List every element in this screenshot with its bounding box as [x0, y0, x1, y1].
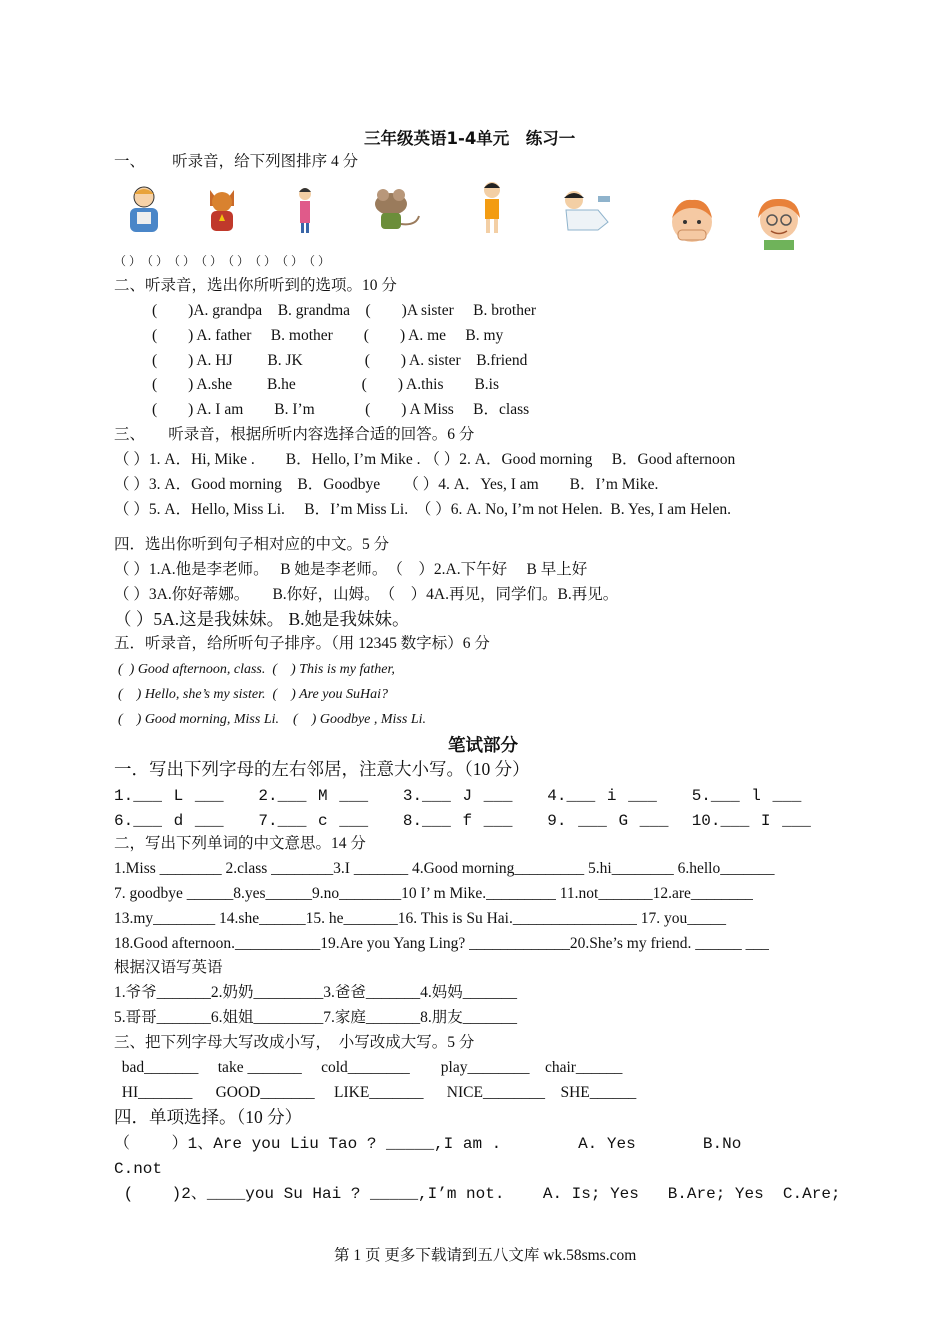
section-1-heading: 一、 听录音，给下列图排序 4 分	[114, 153, 359, 170]
w4-row: C.not	[114, 1160, 163, 1178]
w4-row: （ ）1、Are you Liu Tao ? _____,I am . A. Yes B.No	[114, 1135, 742, 1153]
w2b-row: 5.哥哥_______6.姐姐_________7.家庭_______8.朋友_______	[114, 1009, 518, 1026]
w2-heading: 二，写出下列单词的中文意思。14 分	[114, 835, 366, 852]
page-footer: 第 1 页 更多下载请到五八文库 wk.58sms.com	[334, 1247, 637, 1264]
s3-row: （ ）5. A．Hello, Miss Li. B．I’m Miss Li. （ ）6. A. No, I’m not Helen. B. Yes, I am Helen.	[114, 501, 731, 518]
w3-row: bad_______ take _______ cold________ play________ chair______	[114, 1059, 623, 1076]
w2b-heading: 根据汉语写英语	[114, 959, 223, 976]
s5-row: ( ) Hello, she’s my sister. ( ) Are you SuHai?	[118, 687, 388, 702]
cat-figure-picture	[202, 184, 242, 236]
red-hair-boy-picture	[664, 196, 720, 252]
girl-figure-picture	[294, 186, 316, 234]
written-heading: 笔试部分	[448, 735, 518, 755]
s2-row: ( ) A.she B.he ( ) A.this B.is	[152, 376, 500, 393]
w4-row: ( )2、____you Su Hai ? _____,I’m not. A. Is; Yes B.Are; Yes C.Are;	[114, 1185, 841, 1203]
s4-row: （ ）1.A.他是李老师。 B 她是李老师。 （ ）2.A.下午好 B 早上好	[114, 561, 588, 578]
s4-row: （ ）3A.你好蒂娜。 B.你好，山姆。 （ ）4A.再见，同学们。B.再见。	[114, 586, 619, 603]
mouse-figure-picture	[361, 186, 423, 234]
s2-row: ( ) A. I am B. I’m ( ) A Miss B．class	[152, 401, 530, 418]
s3-row: （ ）1. A．Hi, Mike . B．Hello, I’m Mike . （ ）2. A．Good morning B．Good afternoon	[114, 451, 736, 468]
page-title: 三年级英语1-4单元 练习一	[364, 129, 576, 148]
man-with-glasses-picture	[750, 194, 808, 252]
w1-heading: 一．写出下列字母的左右邻居，注意大小写。（10 分）	[114, 759, 530, 779]
w3-row: HI_______ GOOD_______ LIKE_______ NICE________ SHE______	[114, 1084, 637, 1101]
s2-row: ( ) A. father B. mother ( ) A. me B. my	[152, 327, 504, 344]
section-5-heading: 五．听录音，给所听句子排序。（用 12345 数字标）6 分	[114, 635, 490, 652]
nurse-figure-picture	[558, 188, 616, 232]
w2-row: 1.Miss ________ 2.class ________3.I _______ 4.Good morning_________ 5.hi________ 6.hello_______	[114, 860, 775, 877]
w2b-row: 1.爷爷_______2.奶奶_________3.爸爸_______4.妈妈_______	[114, 984, 518, 1001]
w2-row: 18.Good afternoon.___________19.Are you Yang Ling? _____________20.She’s my friend. ______ ___	[114, 935, 769, 952]
s3-row: （ ）3. A．Good morning B．Goodbye （ ）4. A．Yes, I am B．I’m Mike.	[114, 476, 659, 493]
s5-row: ( ) Good afternoon, class. ( ) This is my father,	[118, 662, 395, 677]
section-2-heading: 二、听录音，选出你所听到的选项。10 分	[114, 277, 397, 294]
s2-row: ( ) A. HJ B. JK ( ) A. sister B.friend	[152, 352, 528, 369]
s4-row: （ ）5A.这是我妹妹。 B.她是我妹妹。	[114, 609, 410, 629]
boy-figure-picture	[122, 184, 166, 236]
section-3-heading: 三、 听录音，根据所听内容选择合适的回答。6 分	[114, 426, 475, 443]
w2-row: 7. goodbye ______8.yes______9.no________10 I’ m Mike._________ 11.not_______12.are________	[114, 885, 753, 902]
s2-row: ( )A. grandpa B. grandma ( )A sister B. brother	[152, 302, 536, 319]
w1-row: 1.___ L ___ 2.___ M ___ 3.___ J ___ 4.___ i ___ 5.___ l ___	[114, 787, 802, 805]
w2-row: 13.my________ 14.she______15. he_______16. This is Su Hai.________________ 17. you_____	[114, 910, 726, 927]
girl-in-orange-picture	[477, 180, 507, 236]
w1-row: 6.___ d ___ 7.___ c ___ 8.___ f ___ 9. ___ G ___ 10.___ I ___	[114, 812, 811, 830]
w3-heading: 三、把下列字母大写改成小写， 小写改成大写。5 分	[114, 1034, 475, 1051]
section-4-heading: 四．选出你听到句子相对应的中文。5 分	[114, 536, 390, 553]
w4-heading: 四．单项选择。（10 分）	[114, 1107, 303, 1127]
s5-row: ( ) Good morning, Miss Li. ( ) Goodbye , Miss Li.	[118, 712, 426, 727]
picture-order-brackets: （ ） （ ） （ ） （ ） （ ） （ ） （ ） （ ）	[114, 254, 331, 268]
